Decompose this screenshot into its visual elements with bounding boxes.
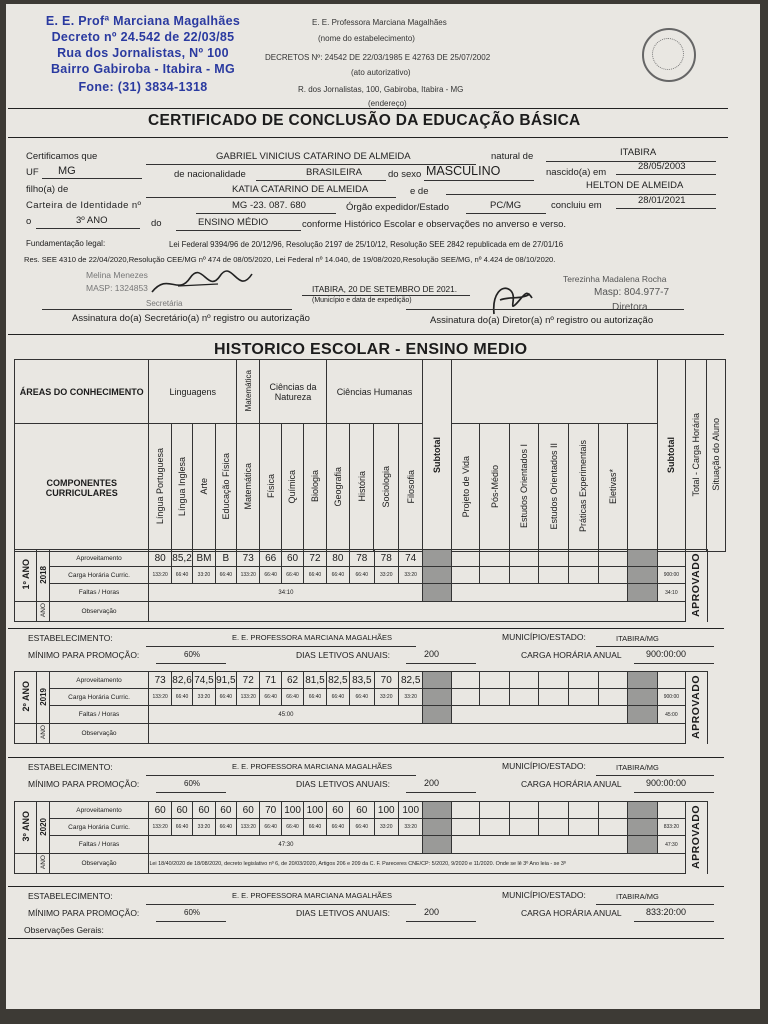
school-days-label: DIAS LETIVOS ANUAIS: bbox=[296, 779, 391, 789]
hours-cell: 133:20 bbox=[149, 689, 171, 706]
grade-cell: B bbox=[215, 550, 236, 567]
grade-cell: 60 bbox=[215, 802, 236, 819]
hours-cell: 33:20 bbox=[374, 567, 398, 584]
total-hours-cell: 833:20 bbox=[657, 819, 686, 836]
hours-cell: 66:40 bbox=[281, 567, 303, 584]
total-absences-cell: 34:10 bbox=[657, 584, 686, 602]
secretary-stamp-name: Melina Menezes bbox=[86, 270, 148, 280]
hours-cell: 66:40 bbox=[215, 689, 236, 706]
hours-cell: 33:20 bbox=[193, 567, 215, 584]
school-days-value: 200 bbox=[424, 778, 440, 788]
label-and: e de bbox=[410, 186, 429, 197]
extra-subject-header: Eletivas* bbox=[607, 468, 618, 504]
director-name: Terezinha Madalena Rocha bbox=[563, 274, 667, 284]
grade-cell: 60 bbox=[281, 550, 303, 567]
grade-cell: 91,5 bbox=[215, 672, 236, 689]
extra-subject-header: Estudos Orientados II bbox=[548, 443, 559, 530]
hours-cell: 66:40 bbox=[215, 567, 236, 584]
legal-line-1: Lei Federal 9394/96 de 20/12/96, Resolução 2197 de 25/10/12, Resolução SEE 2842 republicada em de 27/01/16 bbox=[169, 240, 564, 249]
extra-subject-header: Pós-Médio bbox=[489, 464, 500, 509]
year-table bbox=[14, 671, 726, 744]
father-name: HELTON DE ALMEIDA bbox=[586, 180, 684, 191]
id-number: MG -23. 087. 680 bbox=[232, 200, 306, 211]
annual-hours-value: 900:00:00 bbox=[646, 649, 687, 659]
secretary-signature bbox=[148, 266, 258, 302]
observation-cell bbox=[149, 724, 686, 744]
annual-hours-label: CARGA HORÁRIA ANUAL bbox=[521, 650, 622, 660]
grade-cell: 60 bbox=[193, 802, 215, 819]
grade-cell: BM bbox=[193, 550, 215, 567]
hours-cell: 66:40 bbox=[171, 689, 192, 706]
year-label: 1º ANO bbox=[20, 559, 31, 590]
grade-cell: 80 bbox=[326, 550, 349, 567]
conclusion-date: 28/01/2021 bbox=[638, 195, 686, 206]
birth-date: 28/05/2003 bbox=[638, 161, 686, 172]
grade-cell: 74 bbox=[398, 550, 422, 567]
legal-line-2: Res. SEE 4310 de 22/04/2020,Resolução CEE/MG nº 474 de 08/05/2020, Lei Federal nº 14.040, de 19/08/2020,Resolução SEE/MG, nº 4.424 de 08/10/2020. bbox=[24, 255, 556, 264]
grade-cell: 60 bbox=[237, 802, 260, 819]
annual-hours-value: 833:20:00 bbox=[646, 907, 687, 917]
grade-cell: 80 bbox=[149, 550, 171, 567]
subject-header: Arte bbox=[198, 478, 209, 495]
subject-header: Química bbox=[287, 469, 298, 504]
birth-city: ITABIRA bbox=[620, 147, 657, 158]
grade-cell: 60 bbox=[326, 802, 349, 819]
year-number: 2018 bbox=[38, 565, 48, 584]
label-child: filho(a) de bbox=[26, 184, 69, 195]
establishment-name: E. E. PROFESSORA MARCIANA MAGALHÃES bbox=[232, 633, 393, 642]
secretary-signature-caption: Assinatura do(a) Secretário(a) nº registro ou autorização bbox=[72, 313, 310, 324]
certificate-title: CERTIFICADO DE CONCLUSÃO DA EDUCAÇÃO BÁSICA bbox=[148, 112, 581, 129]
hours-cell: 66:40 bbox=[281, 819, 303, 836]
general-observations: Observações Gerais: bbox=[24, 925, 104, 935]
stamp-line-5: Fone: (31) 3834-1318 bbox=[78, 80, 208, 94]
grade-cell: 62 bbox=[281, 672, 303, 689]
subtotal-header: Subtotal bbox=[432, 436, 443, 473]
school-days-label: DIAS LETIVOS ANUAIS: bbox=[296, 908, 391, 918]
year-table bbox=[14, 549, 726, 622]
areas-header: ÁREAS DO CONHECIMENTO bbox=[15, 360, 149, 424]
municipality-value: ITABIRA/MG bbox=[616, 892, 659, 901]
area-humanas: Ciências Humanas bbox=[326, 360, 423, 424]
hours-cell: 66:40 bbox=[326, 689, 349, 706]
subject-header: Língua Portuguesa bbox=[155, 448, 166, 525]
school-stamp bbox=[24, 14, 262, 100]
grade-cell: 78 bbox=[374, 550, 398, 567]
grade-cell: 60 bbox=[171, 802, 192, 819]
hours-cell: 33:20 bbox=[398, 819, 422, 836]
subject-header: Educação Física bbox=[220, 453, 231, 520]
municipality-label: MUNICÍPIO/ESTADO: bbox=[502, 632, 586, 642]
min-promotion-value: 60% bbox=[184, 779, 201, 788]
total-hours-header: Total - Carga Horária bbox=[691, 412, 702, 497]
subject-header: História bbox=[356, 471, 367, 502]
grade-cell: 85,2 bbox=[171, 550, 192, 567]
grade-cell: 73 bbox=[237, 550, 260, 567]
secretary-stamp-role: Secretária bbox=[146, 299, 183, 308]
municipality-label: MUNICÍPIO/ESTADO: bbox=[502, 890, 586, 900]
secretary-stamp-masp: MASP: 1324853 bbox=[86, 283, 148, 293]
student-sex: MASCULINO bbox=[426, 164, 501, 178]
decrees: DECRETOS Nº: 24542 DE 22/03/1985 E 42763 DE 25/07/2002 bbox=[265, 53, 491, 62]
hours-cell: 133:20 bbox=[237, 689, 260, 706]
row-label: Observação bbox=[49, 602, 149, 622]
subject-header: Geografia bbox=[332, 466, 343, 507]
place-date: ITABIRA, 20 DE SETEMBRO DE 2021. bbox=[312, 284, 458, 294]
grade-cell: 81,5 bbox=[304, 672, 326, 689]
label-born: nascido(a) em bbox=[546, 167, 607, 178]
total-absences-cell: 45:00 bbox=[657, 706, 686, 724]
components-header: COMPONENTES CURRICULARES bbox=[15, 424, 149, 552]
school-days-value: 200 bbox=[424, 907, 440, 917]
establishment-label: ESTABELECIMENTO: bbox=[28, 633, 113, 643]
subject-header: Biologia bbox=[309, 470, 320, 503]
total-hours-cell: 900:00 bbox=[657, 689, 686, 706]
grade-cell: 73 bbox=[149, 672, 171, 689]
establishment-name: E. E. PROFESSORA MARCIANA MAGALHÃES bbox=[232, 762, 393, 771]
hours-cell: 33:20 bbox=[398, 567, 422, 584]
label-o: o bbox=[26, 216, 32, 227]
establishment-label: ESTABELECIMENTO: bbox=[28, 891, 113, 901]
address-caption: (endereço) bbox=[368, 99, 407, 108]
extra-subject-header: Projeto de Vida bbox=[460, 455, 471, 518]
row-label: Observação bbox=[49, 724, 149, 744]
area-natureza: Ciências da Natureza bbox=[260, 360, 326, 424]
hours-cell: 66:40 bbox=[304, 689, 326, 706]
hours-cell: 66:40 bbox=[171, 567, 192, 584]
year-label: 2º ANO bbox=[20, 681, 31, 712]
hours-cell: 66:40 bbox=[304, 567, 326, 584]
place-date-caption: (Município e data de expedição) bbox=[312, 297, 412, 304]
director-signature-caption: Assinatura do(a) Diretor(a) nº registro ou autorização bbox=[430, 315, 654, 326]
annual-hours-value: 900:00:00 bbox=[646, 778, 687, 788]
birth-uf: MG bbox=[58, 165, 76, 177]
absences-cell: 47:30 bbox=[149, 836, 423, 854]
school-name-caption: (nome do estabelecimento) bbox=[318, 34, 415, 43]
stamp-line-3: Rua dos Jornalistas, Nº 100 bbox=[57, 46, 229, 60]
label-certify: Certificamos que bbox=[26, 151, 98, 162]
hours-cell: 66:40 bbox=[281, 689, 303, 706]
grade-cell: 60 bbox=[149, 802, 171, 819]
grade-cell: 100 bbox=[398, 802, 422, 819]
director-masp: Masp: 804.977-7 bbox=[594, 287, 670, 298]
hours-cell: 33:20 bbox=[374, 689, 398, 706]
grade-cell: 70 bbox=[374, 672, 398, 689]
nationality: BRASILEIRA bbox=[306, 167, 362, 178]
hours-cell: 33:20 bbox=[193, 689, 215, 706]
label-issuer: Órgão expedidor/Estado bbox=[346, 202, 449, 213]
grade-cell: 78 bbox=[350, 550, 374, 567]
row-label: Faltas / Horas bbox=[49, 706, 149, 724]
hours-cell: 66:40 bbox=[350, 567, 374, 584]
observation-cell bbox=[149, 602, 686, 622]
stamp-line-1: E. E. Profª Marciana Magalhães bbox=[45, 14, 241, 28]
conformity-text: conforme Histórico Escolar e observações no anverso e verso. bbox=[302, 219, 567, 230]
school-days-value: 200 bbox=[424, 649, 440, 659]
year-number: 2019 bbox=[38, 687, 48, 706]
hours-cell: 66:40 bbox=[326, 819, 349, 836]
annual-hours-label: CARGA HORÁRIA ANUAL bbox=[521, 908, 622, 918]
grade-cell: 83,5 bbox=[350, 672, 374, 689]
subject-header: Matemática bbox=[243, 463, 254, 510]
status-badge: APROVADO bbox=[690, 552, 703, 617]
state-seal-icon bbox=[642, 28, 696, 82]
ano-label: ANO bbox=[39, 855, 47, 870]
hours-cell: 66:40 bbox=[260, 567, 281, 584]
area-matematica: Matemática bbox=[243, 369, 253, 412]
director-signature bbox=[486, 280, 536, 320]
extra-subject-header: Estudos Orientados I bbox=[519, 444, 530, 529]
ano-label: ANO bbox=[39, 725, 47, 740]
grade-cell: 72 bbox=[237, 672, 260, 689]
total-hours-cell: 900:00 bbox=[657, 567, 686, 584]
label-sex: do sexo bbox=[388, 169, 422, 180]
row-label: Carga Horária Curric. bbox=[49, 689, 149, 706]
hours-cell: 66:40 bbox=[304, 819, 326, 836]
min-promotion-value: 60% bbox=[184, 650, 201, 659]
hours-cell: 66:40 bbox=[350, 819, 374, 836]
absences-cell: 45:00 bbox=[149, 706, 423, 724]
grade-cell: 74,5 bbox=[193, 672, 215, 689]
subjects-row bbox=[15, 424, 726, 552]
row-label: Aproveitamento bbox=[49, 550, 149, 567]
row-label: Faltas / Horas bbox=[49, 584, 149, 602]
hours-cell: 33:20 bbox=[374, 819, 398, 836]
absences-cell: 34:10 bbox=[149, 584, 423, 602]
grade-cell: 71 bbox=[260, 672, 281, 689]
hours-cell: 33:20 bbox=[193, 819, 215, 836]
municipality-label: MUNICÍPIO/ESTADO: bbox=[502, 761, 586, 771]
min-promotion-value: 60% bbox=[184, 908, 201, 917]
grade-cell: 82,6 bbox=[171, 672, 192, 689]
label-concluded: concluiu em bbox=[551, 200, 602, 211]
year-label: 3º ANO bbox=[20, 811, 31, 842]
row-label: Aproveitamento bbox=[49, 802, 149, 819]
label-nationality: de nacionalidade bbox=[174, 169, 246, 180]
certificate-page bbox=[6, 4, 760, 1009]
hours-cell: 133:20 bbox=[149, 567, 171, 584]
hours-cell: 66:40 bbox=[326, 567, 349, 584]
history-title: HISTORICO ESCOLAR - ENSINO MEDIO bbox=[214, 341, 528, 358]
id-issuer: PC/MG bbox=[490, 200, 522, 211]
stamp-line-4: Bairro Gabiroba - Itabira - MG bbox=[50, 62, 236, 76]
label-id: Carteira de Identidade nº bbox=[26, 200, 142, 211]
year-table bbox=[14, 801, 726, 874]
year-number: 2020 bbox=[38, 817, 48, 836]
extra-subject-header: Práticas Experimentais bbox=[578, 440, 589, 533]
row-label: Observação bbox=[49, 854, 149, 874]
stamp-line-2: Decreto nº 24.542 de 22/03/85 bbox=[51, 30, 235, 44]
municipality-value: ITABIRA/MG bbox=[616, 763, 659, 772]
history-table bbox=[14, 359, 726, 552]
establishment-name: E. E. PROFESSORA MARCIANA MAGALHÃES bbox=[232, 891, 393, 900]
school-address: R. dos Jornalistas, 100, Gabiroba, Itabira - MG bbox=[298, 85, 464, 94]
min-promotion-label: MÍNIMO PARA PROMOÇÃO: bbox=[28, 779, 140, 789]
hours-cell: 66:40 bbox=[260, 689, 281, 706]
subject-header: Sociologia bbox=[381, 465, 392, 508]
decrees-caption: (ato autorizativo) bbox=[351, 68, 411, 77]
grade-cell: 82,5 bbox=[326, 672, 349, 689]
label-uf: UF bbox=[26, 167, 39, 178]
hours-cell: 66:40 bbox=[260, 819, 281, 836]
grade-cell: 100 bbox=[281, 802, 303, 819]
grade-cell: 70 bbox=[260, 802, 281, 819]
status-badge: APROVADO bbox=[690, 804, 703, 869]
hours-cell: 133:20 bbox=[237, 567, 260, 584]
hours-cell: 66:40 bbox=[215, 819, 236, 836]
school-grade: 3º ANO bbox=[76, 215, 108, 226]
row-label: Carga Horária Curric. bbox=[49, 567, 149, 584]
school-days-label: DIAS LETIVOS ANUAIS: bbox=[296, 650, 391, 660]
annual-hours-label: CARGA HORÁRIA ANUAL bbox=[521, 779, 622, 789]
situation-header: Situação do Aluno bbox=[711, 418, 722, 491]
grade-cell: 72 bbox=[304, 550, 326, 567]
legal-label: Fundamentação legal: bbox=[26, 239, 106, 248]
observation-cell: Lei 18/40/2020 de 18/08/2020, decreto legislativo nº 6, de 20/03/2020, Artigos 206 e 209 da C. F. Pareceres CNE/CP: 5/2020, 9/2020 e 11/2020. Onde se lê 3º Ano leia - se 3º bbox=[149, 854, 686, 874]
status-badge: APROVADO bbox=[690, 674, 703, 739]
label-do: do bbox=[151, 218, 162, 229]
label-natural: natural de bbox=[491, 151, 534, 162]
subtotal2-header: Subtotal bbox=[666, 436, 677, 473]
subject-header: Língua Inglesa bbox=[177, 456, 187, 517]
total-absences-cell: 47:30 bbox=[657, 836, 686, 854]
school-name: E. E. Professora Marciana Magalhães bbox=[312, 18, 447, 27]
row-label: Aproveitamento bbox=[49, 672, 149, 689]
establishment-label: ESTABELECIMENTO: bbox=[28, 762, 113, 772]
grade-cell: 100 bbox=[304, 802, 326, 819]
subject-header: Física bbox=[265, 474, 276, 499]
student-name: GABRIEL VINICIUS CATARINO DE ALMEIDA bbox=[216, 151, 411, 162]
row-label: Faltas / Horas bbox=[49, 836, 149, 854]
grade-cell: 66 bbox=[260, 550, 281, 567]
mother-name: KATIA CATARINO DE ALMEIDA bbox=[232, 184, 369, 195]
subject-header: Filosofia bbox=[405, 469, 416, 504]
grade-cell: 60 bbox=[350, 802, 374, 819]
area-linguagens: Linguagens bbox=[149, 360, 237, 424]
hours-cell: 133:20 bbox=[149, 819, 171, 836]
hours-cell: 66:40 bbox=[171, 819, 192, 836]
row-label: Carga Horária Curric. bbox=[49, 819, 149, 836]
grade-cell: 82,5 bbox=[398, 672, 422, 689]
min-promotion-label: MÍNIMO PARA PROMOÇÃO: bbox=[28, 908, 140, 918]
min-promotion-label: MÍNIMO PARA PROMOÇÃO: bbox=[28, 650, 140, 660]
municipality-value: ITABIRA/MG bbox=[616, 634, 659, 643]
grade-cell: 100 bbox=[374, 802, 398, 819]
director-title: Diretora bbox=[612, 302, 648, 313]
ano-label: ANO bbox=[39, 603, 47, 618]
hours-cell: 33:20 bbox=[398, 689, 422, 706]
hours-cell: 66:40 bbox=[350, 689, 374, 706]
hours-cell: 133:20 bbox=[237, 819, 260, 836]
education-level: ENSINO MÉDIO bbox=[198, 217, 269, 228]
